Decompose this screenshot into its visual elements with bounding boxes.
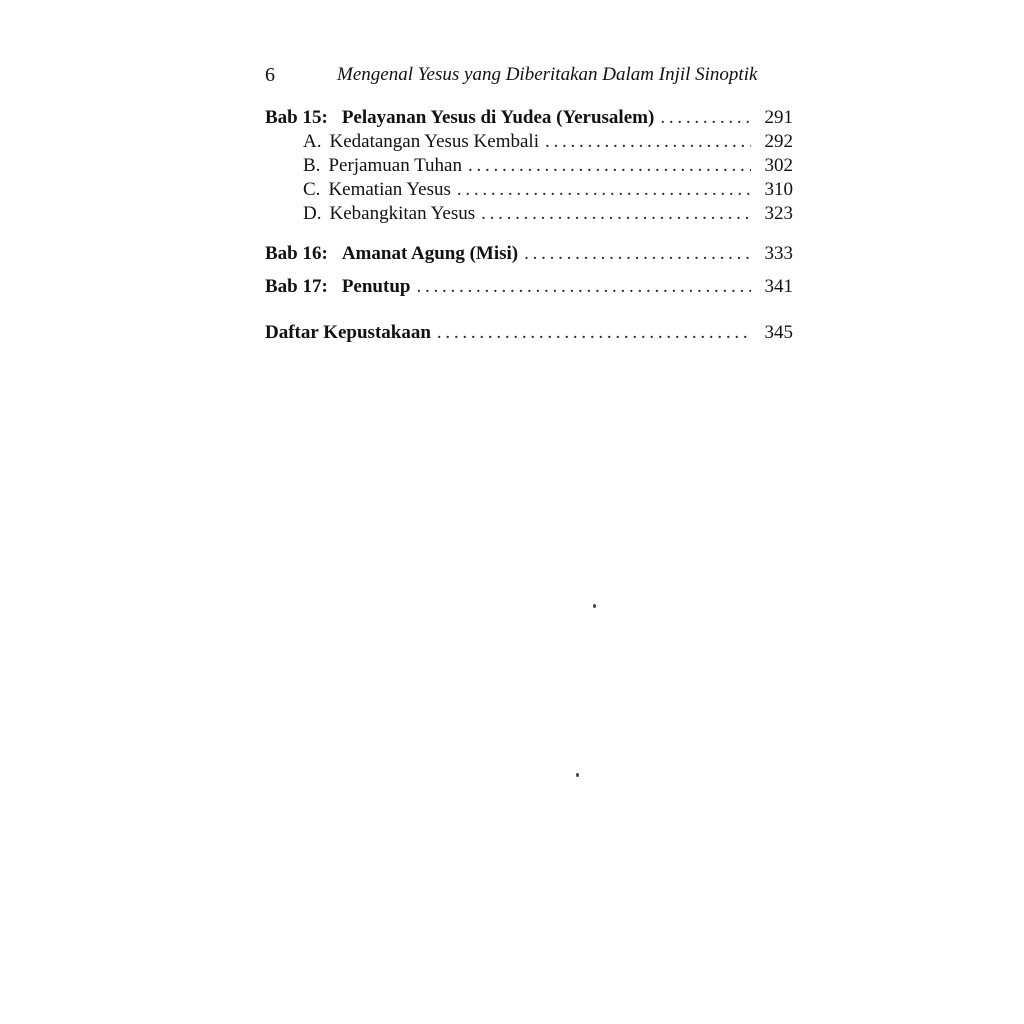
- running-title: Mengenal Yesus yang Diberitakan Dalam Injil Sinoptik: [337, 64, 758, 85]
- section-title: Kebangkitan Yesus: [329, 203, 476, 224]
- toc-entry-bibliography[interactable]: [265, 321, 793, 345]
- page-ref: 345: [764, 322, 793, 343]
- page-ref: 323: [764, 203, 793, 224]
- page-ref: 291: [764, 107, 793, 128]
- page-number: 6: [265, 64, 275, 86]
- page-ref: 341: [764, 276, 793, 297]
- toc-entry-bab-16[interactable]: [265, 242, 793, 266]
- toc-entry-bab-15-a[interactable]: [303, 130, 793, 154]
- dot-leader: [545, 130, 751, 154]
- dot-leader: [524, 242, 751, 266]
- page-header: [265, 64, 793, 92]
- toc-entry-bab-15-c[interactable]: [303, 178, 793, 202]
- section-letter: B.: [303, 155, 321, 176]
- page-ref: 310: [764, 179, 793, 200]
- toc-entry-bab-15[interactable]: [265, 106, 793, 130]
- chapter-title: Amanat Agung (Misi): [341, 243, 519, 264]
- chapter-title: Penutup: [341, 276, 411, 297]
- toc-entry-bab-15-d[interactable]: [303, 202, 793, 226]
- dot-leader: [437, 321, 751, 345]
- page-ref: 292: [764, 131, 793, 152]
- page-ref: 333: [764, 243, 793, 264]
- dot-leader: [481, 202, 751, 226]
- bibliography-title: Daftar Kepustakaan: [265, 322, 431, 343]
- section-letter: A.: [303, 131, 322, 152]
- chapter-number: Bab 17:: [265, 276, 328, 297]
- section-title: Kematian Yesus: [328, 179, 451, 200]
- dot-leader: [468, 154, 751, 178]
- dot-leader: [457, 178, 751, 202]
- section-title: Perjamuan Tuhan: [328, 155, 462, 176]
- dot-leader: [660, 106, 751, 130]
- chapter-number: Bab 16:: [265, 243, 328, 264]
- section-title: Kedatangan Yesus Kembali: [329, 131, 539, 152]
- page-ref: 302: [764, 155, 793, 176]
- chapter-title: Pelayanan Yesus di Yudea (Yerusalem): [341, 107, 655, 128]
- chapter-number: Bab 15:: [265, 107, 328, 128]
- toc-entry-bab-17[interactable]: [265, 275, 793, 299]
- scan-speck: [576, 773, 579, 777]
- section-letter: D.: [303, 203, 322, 224]
- scan-speck: [593, 604, 596, 608]
- dot-leader: [416, 275, 751, 299]
- section-letter: C.: [303, 179, 321, 200]
- toc-entry-bab-15-b[interactable]: [303, 154, 793, 178]
